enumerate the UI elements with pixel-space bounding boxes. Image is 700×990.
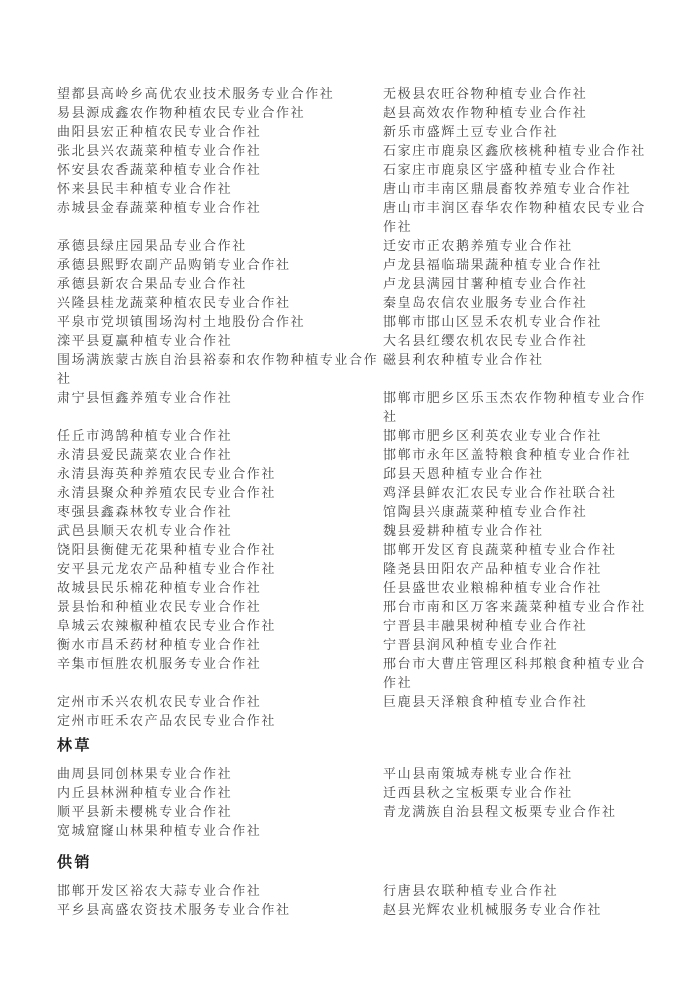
cooperative-row bbox=[57, 445, 672, 464]
cooperative-name-left: 怀安县农香蔬菜种植专业合作社 bbox=[57, 162, 262, 177]
cooperative-name-left: 顺平县新未樱桃专业合作社 bbox=[57, 804, 233, 819]
cooperative-row bbox=[57, 635, 672, 654]
cooperative-row bbox=[57, 198, 672, 236]
cooperative-name-right: 石家庄市鹿泉区宇盛种植专业合作社 bbox=[383, 162, 617, 177]
cooperative-row bbox=[57, 312, 672, 331]
cooperative-name-right: 鸡泽县鲜农汇农民专业合作社联合社 bbox=[383, 485, 617, 500]
cooperative-name-left: 邯郸开发区裕农大蒜专业合作社 bbox=[57, 883, 262, 898]
section-heading-forestry: 林草 bbox=[57, 738, 93, 754]
cooperative-name-left: 衡水市昌禾药材种植专业合作社 bbox=[57, 637, 262, 652]
section-heading-supply-marketing: 供销 bbox=[57, 855, 93, 871]
cooperative-row bbox=[57, 160, 672, 179]
cooperative-name-left: 安平县元龙农产品种植专业合作社 bbox=[57, 561, 277, 576]
cooperative-row bbox=[57, 103, 672, 122]
cooperative-row bbox=[57, 654, 672, 692]
cooperative-name-left: 武邑县顺天农机专业合作社 bbox=[57, 523, 233, 538]
cooperative-name-left: 景县怡和种植业农民专业合作社 bbox=[57, 599, 262, 614]
cooperative-name-right: 卢龙县福临瑞果蔬种植专业合作社 bbox=[383, 257, 603, 272]
cooperative-name-right: 任县盛世农业粮棉种植专业合作社 bbox=[383, 580, 603, 595]
cooperative-row bbox=[57, 122, 672, 141]
cooperative-name-left: 永清县聚众种养殖农民专业合作社 bbox=[57, 485, 277, 500]
cooperative-list-agriculture bbox=[57, 84, 672, 730]
cooperative-name-right: 唐山市丰润区春华农作物种植农民专业合作社 bbox=[383, 200, 646, 234]
cooperative-row bbox=[57, 483, 672, 502]
cooperative-name-right: 邯郸开发区育良蔬菜种植专业合作社 bbox=[383, 542, 617, 557]
cooperative-name-left: 易县源成鑫农作物种植农民专业合作社 bbox=[57, 105, 306, 120]
cooperative-name-left: 阜城云农辣椒种植农民专业合作社 bbox=[57, 618, 277, 633]
cooperative-name-left: 肃宁县恒鑫养殖专业合作社 bbox=[57, 390, 233, 405]
cooperative-row bbox=[57, 821, 672, 840]
cooperative-name-left: 赤城县金春蔬菜种植专业合作社 bbox=[57, 200, 262, 215]
cooperative-name-right: 巨鹿县天泽粮食种植专业合作社 bbox=[383, 694, 588, 709]
cooperative-name-left: 承德县绿庄园果品专业合作社 bbox=[57, 238, 247, 253]
cooperative-row bbox=[57, 711, 672, 730]
cooperative-name-right: 新乐市盛辉土豆专业合作社 bbox=[383, 124, 559, 139]
cooperative-row bbox=[57, 179, 672, 198]
cooperative-row bbox=[57, 521, 672, 540]
cooperative-name-left: 滦平县夏赢种植专业合作社 bbox=[57, 333, 233, 348]
cooperative-name-left: 承德县熙野农副产品购销专业合作社 bbox=[57, 257, 291, 272]
cooperative-name-right: 大名县红缨农机农民专业合作社 bbox=[383, 333, 588, 348]
cooperative-row bbox=[57, 597, 672, 616]
cooperative-name-left: 怀来县民丰种植专业合作社 bbox=[57, 181, 233, 196]
cooperative-name-left: 曲阳县宏正种植农民专业合作社 bbox=[57, 124, 262, 139]
cooperative-list-supply-marketing bbox=[57, 881, 672, 919]
cooperative-name-left: 定州市禾兴农机农民专业合作社 bbox=[57, 694, 262, 709]
cooperative-name-left: 故城县民乐棉花种植专业合作社 bbox=[57, 580, 262, 595]
cooperative-row bbox=[57, 783, 672, 802]
cooperative-row bbox=[57, 274, 672, 293]
cooperative-name-left: 任丘市鸿鹄种植专业合作社 bbox=[57, 428, 233, 443]
section-agriculture-continued bbox=[57, 84, 672, 730]
cooperative-row bbox=[57, 141, 672, 160]
section-supply-marketing bbox=[57, 854, 672, 919]
cooperative-name-left: 望都县高岭乡高优农业技术服务专业合作社 bbox=[57, 86, 335, 101]
cooperative-name-right: 邢台市南和区万客来蔬菜种植专业合作社 bbox=[383, 599, 646, 614]
cooperative-name-left: 永清县爱民蔬菜农业合作社 bbox=[57, 447, 233, 462]
cooperative-row bbox=[57, 84, 672, 103]
section-forestry bbox=[57, 737, 672, 840]
cooperative-list-forestry bbox=[57, 764, 672, 840]
cooperative-row bbox=[57, 255, 672, 274]
cooperative-row bbox=[57, 802, 672, 821]
cooperative-name-right: 邯郸市永年区盖特粮食种植专业合作社 bbox=[383, 447, 632, 462]
cooperative-name-left: 平乡县高盛农资技术服务专业合作社 bbox=[57, 902, 291, 917]
cooperative-name-right: 秦皇岛农信农业服务专业合作社 bbox=[383, 295, 588, 310]
cooperative-row bbox=[57, 692, 672, 711]
cooperative-name-left: 内丘县林洲种植专业合作社 bbox=[57, 785, 233, 800]
cooperative-name-right: 无极县农旺谷物种植专业合作社 bbox=[383, 86, 588, 101]
cooperative-name-right: 青龙满族自治县程文板栗专业合作社 bbox=[383, 804, 617, 819]
cooperative-name-right: 赵县高效农作物种植专业合作社 bbox=[383, 105, 588, 120]
cooperative-name-left: 辛集市恒胜农机服务专业合作社 bbox=[57, 656, 262, 671]
cooperative-name-right: 馆陶县兴康蔬菜种植专业合作社 bbox=[383, 504, 588, 519]
cooperative-row bbox=[57, 900, 672, 919]
cooperative-name-right: 邯郸市肥乡区乐玉杰农作物种植专业合作社 bbox=[383, 390, 646, 424]
cooperative-row bbox=[57, 502, 672, 521]
cooperative-name-left: 曲周县同创林果专业合作社 bbox=[57, 766, 233, 781]
cooperative-row bbox=[57, 464, 672, 483]
cooperative-name-right: 邱县天恩种植专业合作社 bbox=[383, 466, 544, 481]
cooperative-name-right: 邢台市大曹庄管理区科邦粮食种植专业合作社 bbox=[383, 656, 646, 690]
cooperative-name-left: 兴隆县桂龙蔬菜种植农民专业合作社 bbox=[57, 295, 291, 310]
cooperative-row bbox=[57, 578, 672, 597]
cooperative-name-right: 邯郸市肥乡区利英农业专业合作社 bbox=[383, 428, 603, 443]
cooperative-row bbox=[57, 293, 672, 312]
cooperative-name-left: 枣强县鑫森林牧专业合作社 bbox=[57, 504, 233, 519]
cooperative-name-right: 隆尧县田阳农产品种植专业合作社 bbox=[383, 561, 603, 576]
cooperative-name-left: 张北县兴农蔬菜种植专业合作社 bbox=[57, 143, 262, 158]
cooperative-row bbox=[57, 426, 672, 445]
cooperative-name-right: 宁晋县润风种植专业合作社 bbox=[383, 637, 559, 652]
cooperative-name-left: 承德县新农合果品专业合作社 bbox=[57, 276, 247, 291]
cooperative-name-left: 饶阳县衡健无花果种植专业合作社 bbox=[57, 542, 277, 557]
cooperative-row bbox=[57, 881, 672, 900]
cooperative-name-left: 宽城窟窿山林果种植专业合作社 bbox=[57, 823, 262, 838]
cooperative-name-left: 围场满族蒙古族自治县裕泰和农作物种植专业合作社 bbox=[57, 352, 379, 386]
cooperative-name-right: 石家庄市鹿泉区鑫欣核桃种植专业合作社 bbox=[383, 143, 646, 158]
cooperative-name-right: 平山县南策城寿桃专业合作社 bbox=[383, 766, 573, 781]
cooperative-name-right: 迁西县秋之宝板栗专业合作社 bbox=[383, 785, 573, 800]
cooperative-name-right: 行唐县农联种植专业合作社 bbox=[383, 883, 559, 898]
cooperative-row bbox=[57, 616, 672, 635]
cooperative-row bbox=[57, 331, 672, 350]
cooperative-name-right: 宁晋县丰融果树种植专业合作社 bbox=[383, 618, 588, 633]
cooperative-name-right: 魏县爱耕种植专业合作社 bbox=[383, 523, 544, 538]
cooperative-name-right: 邯郸市邯山区昱禾农机专业合作社 bbox=[383, 314, 603, 329]
cooperative-name-left: 永清县海英种养殖农民专业合作社 bbox=[57, 466, 277, 481]
cooperative-row bbox=[57, 540, 672, 559]
cooperative-row bbox=[57, 559, 672, 578]
cooperative-name-right: 磁县利农种植专业合作社 bbox=[383, 352, 544, 367]
cooperative-name-left: 平泉市党坝镇围场沟村土地股份合作社 bbox=[57, 314, 306, 329]
cooperative-name-right: 卢龙县满园甘薯种植专业合作社 bbox=[383, 276, 588, 291]
cooperative-name-right: 唐山市丰南区鼎晨畜牧养殖专业合作社 bbox=[383, 181, 632, 196]
cooperative-name-right: 迁安市正农鹅养殖专业合作社 bbox=[383, 238, 573, 253]
cooperative-name-right: 赵县光辉农业机械服务专业合作社 bbox=[383, 902, 603, 917]
cooperative-row bbox=[57, 350, 672, 388]
cooperative-row bbox=[57, 764, 672, 783]
cooperative-name-left: 定州市旺禾农产品农民专业合作社 bbox=[57, 713, 277, 728]
cooperative-row bbox=[57, 388, 672, 426]
cooperative-row bbox=[57, 236, 672, 255]
